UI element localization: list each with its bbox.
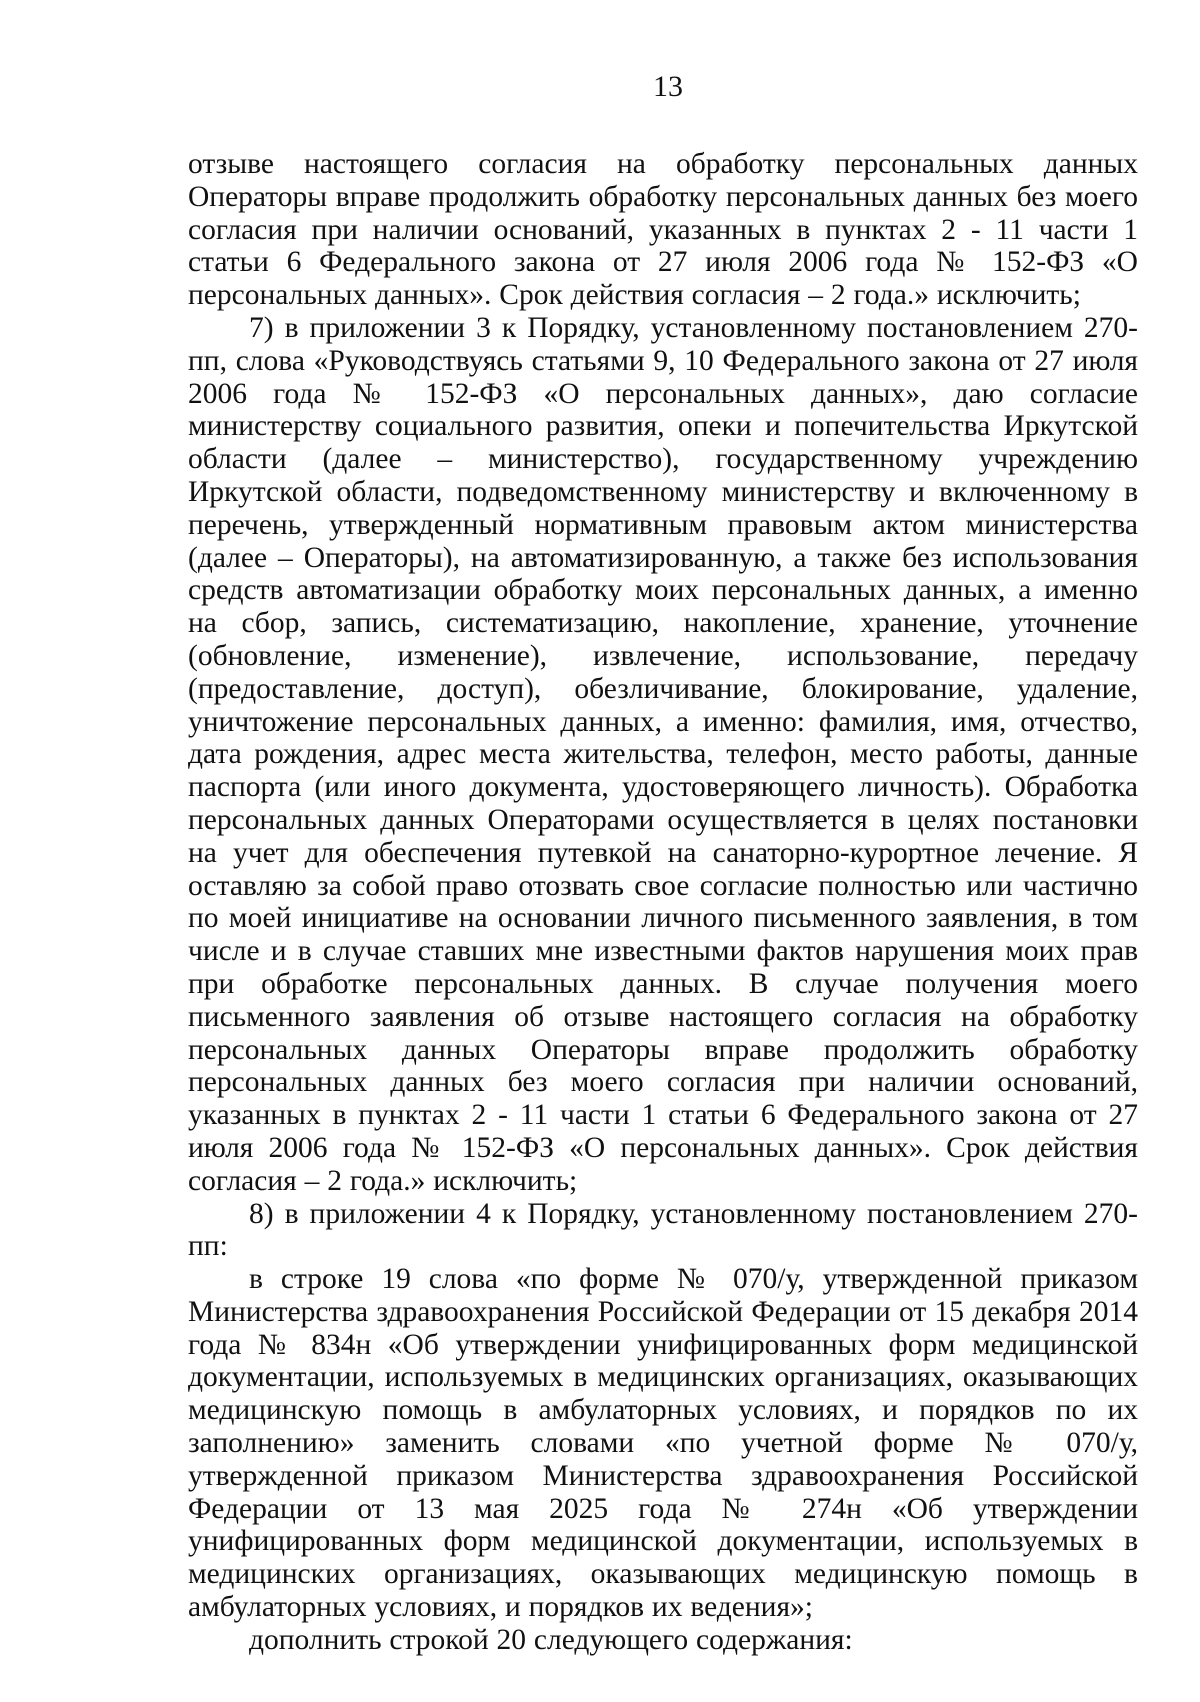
document-body — [188, 148, 1138, 1657]
paragraph: отзыве настоящего согласия на обработку персональных данных Операторы вправе продолжить обработку персональных данных без моего согласия при наличии оснований, указанных в пунктах 2 - 11 части 1 статьи 6 Федерального закона от 27 июля 2006 года № 152-ФЗ «О персональных данных». Срок действия согласия – 2 года.» исключить; — [188, 148, 1138, 312]
paragraph: 7) в приложении 3 к Порядку, установленному постановлением 270-пп, слова «Руководствуясь статьями 9, 10 Федерального закона от 27 июля 2006 года № 152-ФЗ «О персональных данных», даю согласие министерству социального развития, опеки и попечительства Иркутской области (далее – министерство), государственному учреждению Иркутской области, подведомственному министерству и включенному в перечень, утвержденный нормативным правовым актом министерства (далее – Операторы), на автоматизированную, а также без использования средств автоматизации обработку моих персональных данных, а именно на сбор, запись, систематизацию, накопление, хранение, уточнение (обновление, изменение), извлечение, использование, передачу (предоставление, доступ), обезличивание, блокирование, удаление, уничтожение персональных данных, а именно: фамилия, имя, отчество, дата рождения, адрес места жительства, телефон, место работы, данные паспорта (или иного документа, удостоверяющего личность). Обработка персональных данных Операторами осуществляется в целях постановки на учет для обеспечения путевкой на санаторно-курортное лечение. Я оставляю за собой право отозвать свое согласие полностью или частично по моей инициативе на основании личного письменного заявления, в том числе и в случае ставших мне известными фактов нарушения моих прав при обработке персональных данных. В случае получения моего письменного заявления об отзыве настоящего согласия на обработку персональных данных Операторы вправе продолжить обработку персональных данных без моего согласия при наличии оснований, указанных в пунктах 2 - 11 части 1 статьи 6 Федерального закона от 27 июля 2006 года № 152-ФЗ «О персональных данных». Срок действия согласия – 2 года.» исключить; — [188, 311, 1138, 1197]
paragraph: дополнить строкой 20 следующего содержания: — [249, 1623, 853, 1656]
page-number: 13 — [653, 70, 683, 103]
paragraph: в строке 19 слова «по форме № 070/у, утвержденной приказом Министерства здравоохранения Российской Федерации от 15 декабря 2014 года № 834н «Об утверждении унифицированных форм медицинской документации, используемых в медицинских организациях, оказывающих медицинскую помощь в амбулаторных условиях, и порядков по их заполнению» заменить словами «по учетной форме № 070/у, утвержденной приказом Министерства здравоохранения Российской Федерации от 13 мая 2025 года № 274н «Об утверждении унифицированных форм медицинской документации, используемых в медицинских организациях, оказывающих медицинскую помощь в амбулаторных условиях, и порядков их ведения»; — [188, 1263, 1138, 1624]
paragraph: 8) в приложении 4 к Порядку, установленному постановлением 270-пп: — [188, 1197, 1138, 1263]
